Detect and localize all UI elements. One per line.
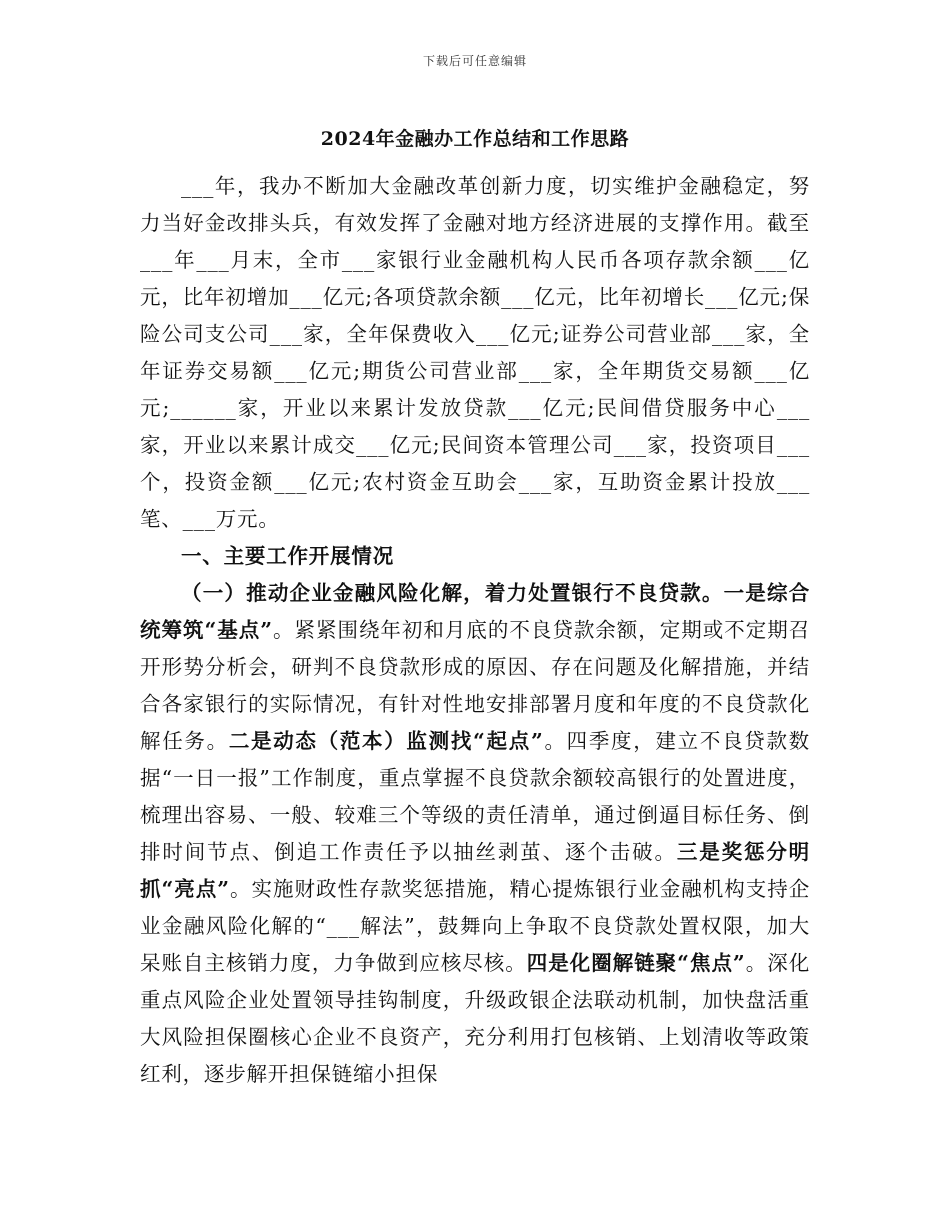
subsection-lead: （一）推动企业金融风险化解，着力处置银行不良贷款。一是综合统筹筑“基点” [140, 581, 810, 642]
point-four-label: 四是化圈解链聚“焦点” [526, 951, 746, 975]
point-two-label: 二是动态（范本）监测找“起点” [228, 729, 544, 753]
document-title: 2024年金融办工作总结和工作思路 [320, 128, 630, 150]
paragraph-text: 。深化重点风险企业处置领导挂钩制度，升级政银企法联动机制，加快盘活重大风险担保圈核心企业不良资产，充分利用打包核销、上划清收等政策红利，逐步解开担保链缩小担保 [140, 951, 810, 1086]
paragraph-text: 。实施财政性存款奖惩措施，精心提炼银行业金融机构支持企业金融风险化解的“___解法”，鼓舞向上争取不良贷款处置权限，加大呆账自主核销力度，力争做到应核尽核。 [140, 877, 810, 975]
paragraph-text: 。紧紧围绕年初和月底的不良贷款余额，定期或不定期召开形势分析会，研判不良贷款形成的原因、存在问题及化解措施，并结合各家银行的实际情况，有针对性地安排部署月度和年度的不良贷款化解任务。 [140, 618, 810, 753]
page-header: 下载后可任意编辑 [422, 54, 527, 68]
intro-paragraph: ___年，我办不断加大金融改革创新力度，切实维护金融稳定，努力当好金改排头兵，有效发挥了金融对地方经济进展的支撑作用。截至___年___月末，全市___家银行业金融机构人民币各项存款余额___亿元，比年初增加___亿元;各项贷款余额___亿元，比年初增长___亿元;保险公司支公司___家，全年保费收入___亿元;证券公司营业部___家，全年证券交易额___亿元;期货公司营业部___家，全年期货交易额___亿元;______家，开业以来累计发放贷款___亿元;民间借贷服务中心___家，开业以来累计成交___亿元;民间资本管理公司___家，投资项目___个，投资金额___亿元;农村资金互助会___家，互助资金累计投放___笔、___万元。 [140, 174, 810, 531]
document-body [140, 168, 810, 1093]
section-paragraph [140, 575, 810, 1093]
section-heading: 一、主要工作开展情况 [181, 544, 394, 568]
paragraph-text: 。四季度，建立不良贷款数据“一日一报”工作制度，重点掌握不良贷款余额较高银行的处置进度，梳理出容易、一般、较难三个等级的责任清单，通过倒逼目标任务、倒排时间节点、倒追工作责任予以抽丝剥茧、逐个击破。 [140, 729, 810, 864]
point-three-label: 三是奖惩分明抓“亮点” [140, 840, 810, 901]
